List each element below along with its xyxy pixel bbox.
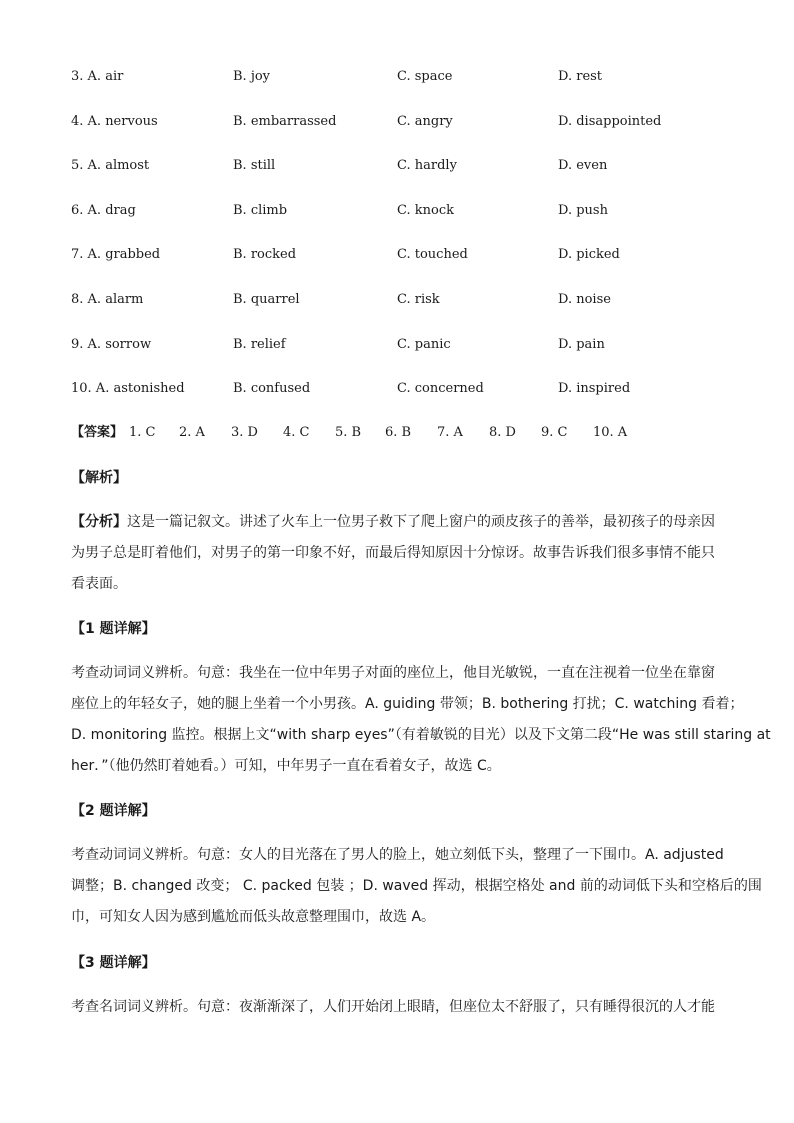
summary-text: 这是一篇记叙文。讲述了火车上一位男子救下了爬上窗户的顽皮孩子的善举，最初孩子的母亲因 — [127, 514, 715, 530]
option-c: C. hardly — [397, 158, 457, 173]
answer-item: 10. A — [593, 425, 628, 440]
option-row — [0, 155, 794, 177]
option-a: 3. A. air — [71, 69, 124, 84]
option-d: D. even — [558, 158, 608, 173]
option-c: C. risk — [397, 292, 440, 307]
answer-item: 5. B — [335, 425, 362, 440]
option-row — [0, 66, 794, 88]
option-a: 10. A. astonished — [71, 381, 185, 396]
answer-item: 4. C — [283, 425, 310, 440]
option-c: C. angry — [397, 114, 453, 129]
analysis-heading: 【解析】 — [71, 470, 127, 486]
option-b: B. quarrel — [233, 292, 300, 307]
answer-item: 1. C — [129, 425, 156, 440]
option-d: D. disappointed — [558, 114, 662, 129]
option-b: B. joy — [233, 69, 271, 84]
summary-paragraph — [71, 507, 723, 600]
option-c: C. panic — [397, 337, 451, 352]
option-a: 8. A. alarm — [71, 292, 144, 307]
option-row — [0, 289, 794, 311]
option-a: 7. A. grabbed — [71, 247, 161, 262]
q1-line: 考查动词词义辨析。句意：我坐在一位中年男子对面的座位上，他目光敏锐，一直在注视着一位坐在靠窗 — [71, 665, 715, 681]
option-d: D. picked — [558, 247, 620, 262]
option-d: D. inspired — [558, 381, 631, 396]
q2-line: 调整；B. changed 改变； C. packed 包装 ；D. waved 挥动，根据空格处 and 前的动词低下头和空格后的围 — [71, 878, 762, 894]
q3-paragraph — [71, 992, 723, 1023]
answer-key — [71, 422, 628, 444]
answer-item: 8. D — [489, 425, 516, 440]
option-d: D. pain — [558, 337, 605, 352]
option-d: D. noise — [558, 292, 611, 307]
q2-line: 巾，可知女人因为感到尴尬而低头故意整理围巾，故选 A。 — [71, 909, 436, 925]
answer-label: 【答案】 — [71, 425, 124, 440]
option-c: C. space — [397, 69, 453, 84]
option-a: 9. A. sorrow — [71, 337, 152, 352]
answer-item: 3. D — [231, 425, 258, 440]
option-row — [0, 200, 794, 222]
option-b: B. relief — [233, 337, 286, 352]
summary-line — [71, 507, 723, 538]
option-b: B. embarrassed — [233, 114, 337, 129]
q1-paragraph — [71, 658, 771, 782]
option-b: B. climb — [233, 203, 288, 218]
option-row — [0, 244, 794, 266]
option-c: C. knock — [397, 203, 454, 218]
option-row — [0, 378, 794, 400]
option-d: D. rest — [558, 69, 603, 84]
q2-line: 考查动词词义辨析。句意：女人的目光落在了男人的脸上，她立刻低下头，整理了一下围巾。A. adjusted — [71, 847, 724, 863]
option-a: 6. A. drag — [71, 203, 136, 218]
summary-line: 为男子总是盯着他们，对男子的第一印象不好，而最后得知原因十分惊讶。故事告诉我们很多事情不能只 — [71, 545, 715, 561]
q2-heading: 【2 题详解】 — [71, 803, 156, 819]
option-b: B. confused — [233, 381, 311, 396]
q3-line: 考查名词词义辨析。句意：夜渐渐深了，人们开始闭上眼睛，但座位太不舒服了，只有睡得很沉的人才能 — [71, 999, 715, 1015]
q1-line: her．”（他仍然盯着她看。）可知，中年男子一直在看着女子，故选 C。 — [71, 758, 501, 774]
q2-paragraph — [71, 840, 762, 933]
option-b: B. still — [233, 158, 276, 173]
option-a: 5. A. almost — [71, 158, 150, 173]
option-row — [0, 334, 794, 356]
answer-item: 9. C — [541, 425, 568, 440]
option-a: 4. A. nervous — [71, 114, 158, 129]
summary-tag: 【分析】 — [71, 514, 127, 530]
q3-heading: 【3 题详解】 — [71, 955, 156, 971]
q1-heading: 【1 题详解】 — [71, 621, 156, 637]
summary-line: 看表面。 — [71, 576, 127, 592]
q1-line: D. monitoring 监控。根据上文“with sharp eyes”（有着敏锐的目光）以及下文第二段“He was still staring at — [71, 727, 771, 743]
option-d: D. push — [558, 203, 608, 218]
option-c: C. concerned — [397, 381, 484, 396]
option-b: B. rocked — [233, 247, 297, 262]
answer-item: 6. B — [385, 425, 412, 440]
q1-line: 座位上的年轻女子，她的腿上坐着一个小男孩。A. guiding 带领；B. bothering 打扰；C. watching 看着； — [71, 696, 744, 712]
option-row — [0, 111, 794, 133]
answer-item: 2. A — [179, 425, 205, 440]
answer-item: 7. A — [437, 425, 463, 440]
option-c: C. touched — [397, 247, 468, 262]
